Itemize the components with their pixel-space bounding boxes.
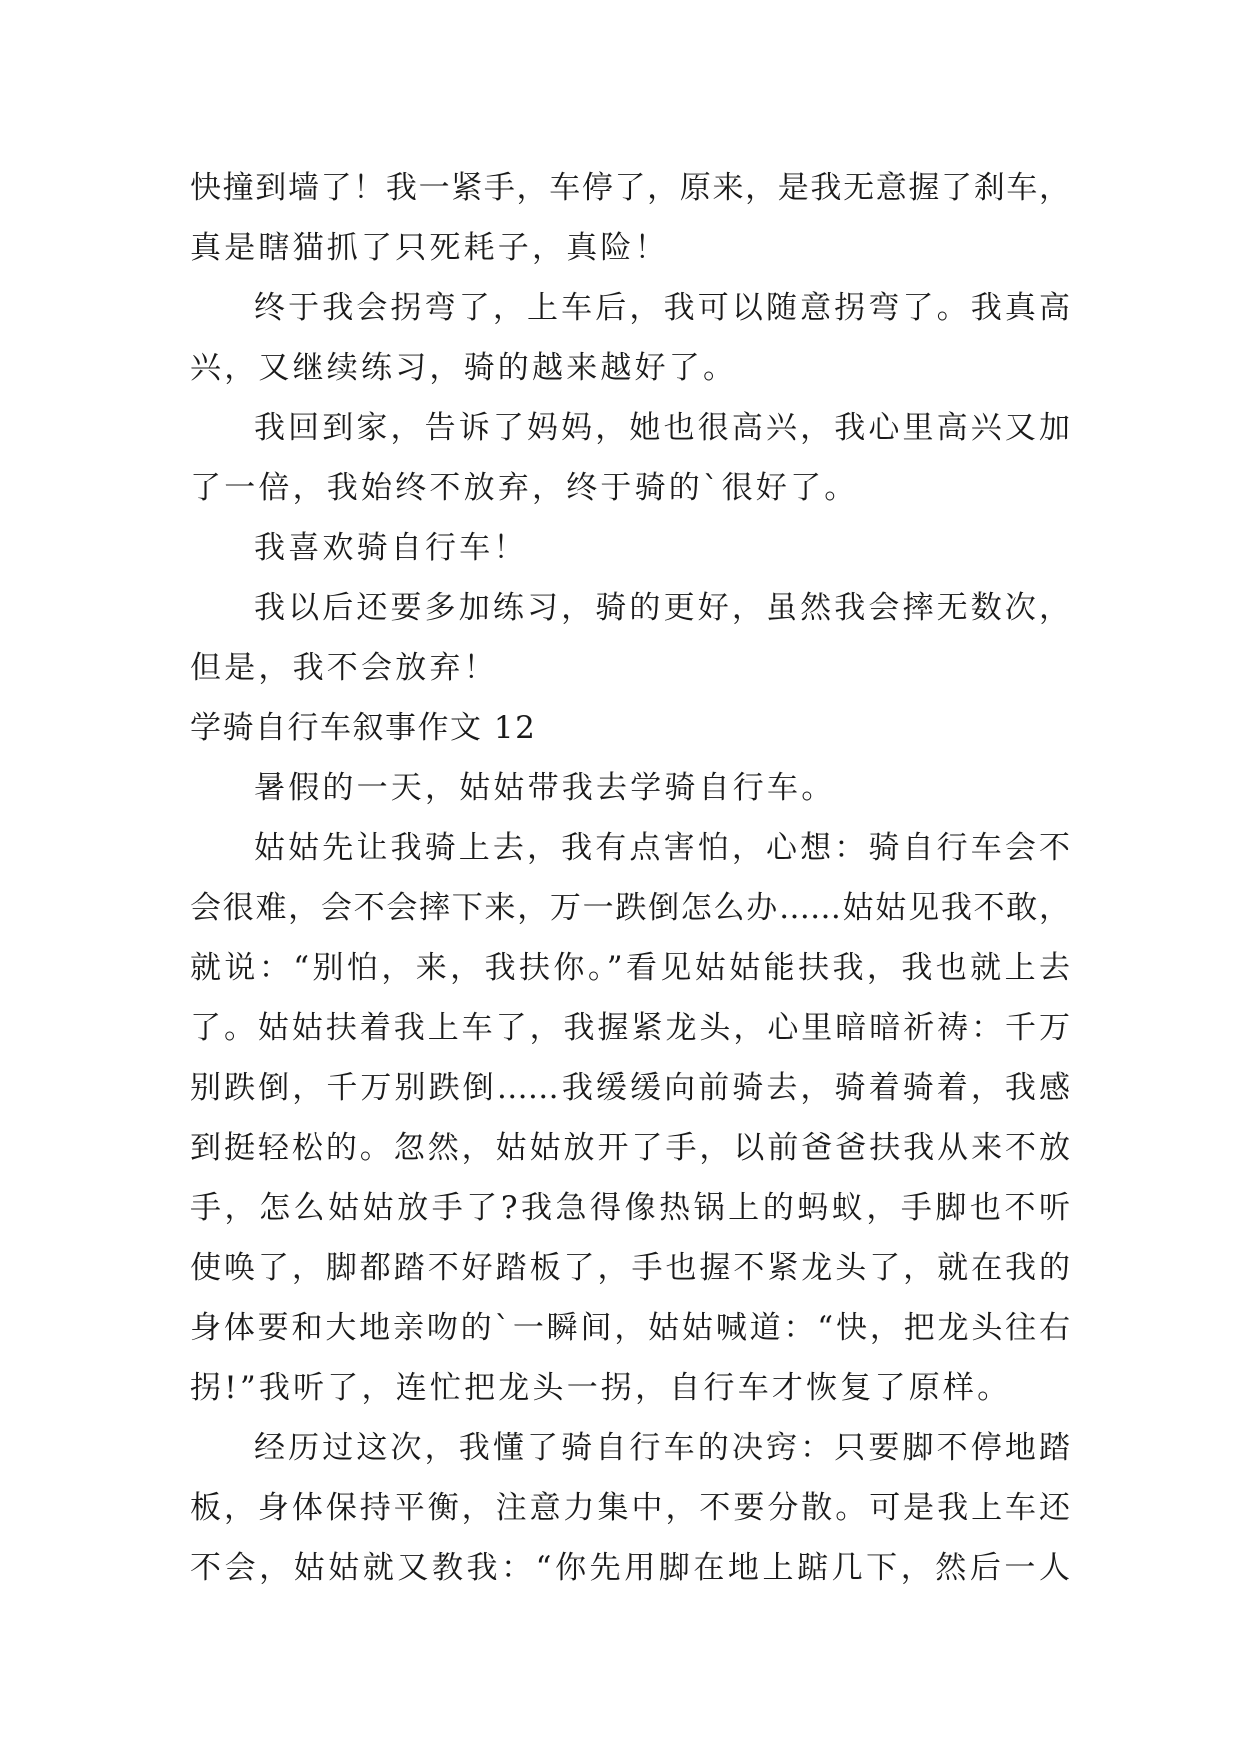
paragraph-start: 终于我会拐弯了，上车后，我可以随意拐弯了。我真高 — [254, 290, 1070, 326]
text-line: 兴，又继续练习，骑的越来越好了。 — [190, 350, 738, 386]
text-line: 拐!”我听了，连忙把龙头一拐，自行车才恢复了原样。 — [190, 1370, 1012, 1406]
text-line: 真是瞎猫抓了只死耗子，真险！ — [190, 230, 669, 266]
text-line: 使唤了，脚都踏不好踏板了，手也握不紧龙头了，就在我的 — [190, 1250, 1070, 1286]
paragraph-start: 我以后还要多加练习，骑的更好，虽然我会摔无数次， — [254, 590, 1070, 626]
text-line: 就说：“别怕，来，我扶你。”看见姑姑能扶我，我也就上去 — [190, 950, 1070, 986]
paragraph-start: 我回到家，告诉了妈妈，她也很高兴，我心里高兴又加 — [254, 410, 1070, 446]
text-line: 板，身体保持平衡，注意力集中，不要分散。可是我上车还 — [190, 1490, 1070, 1526]
paragraph-start: 经历过这次，我懂了骑自行车的决窍：只要脚不停地踏 — [254, 1430, 1070, 1466]
text-line: 不会，姑姑就又教我：“你先用脚在地上踮几下，然后一人 — [190, 1550, 1070, 1586]
text-line: 会很难，会不会摔下来，万一跌倒怎么办……姑姑见我不敢， — [190, 890, 1070, 926]
text-line: 了。姑姑扶着我上车了，我握紧龙头，心里暗暗祈祷：千万 — [190, 1010, 1070, 1046]
text-line: 别跌倒，千万别跌倒……我缓缓向前骑去，骑着骑着，我感 — [190, 1070, 1070, 1106]
section-title: 学骑自行车叙事作文 12 — [190, 710, 537, 746]
paragraph-start: 我喜欢骑自行车！ — [254, 530, 528, 566]
text-line: 到挺轻松的。忽然，姑姑放开了手，以前爸爸扶我从来不放 — [190, 1130, 1070, 1166]
text-line: 了一倍，我始终不放弃，终于骑的`很好了。 — [190, 470, 859, 506]
text-line: 身体要和大地亲吻的`一瞬间，姑姑喊道：“快，把龙头往右 — [190, 1310, 1070, 1346]
text-line: 但是，我不会放弃！ — [190, 650, 498, 686]
paragraph-start: 暑假的一天，姑姑带我去学骑自行车。 — [254, 770, 836, 806]
paragraph-start: 姑姑先让我骑上去，我有点害怕，心想：骑自行车会不 — [254, 830, 1070, 866]
text-line: 手，怎么姑姑放手了?我急得像热锅上的蚂蚁，手脚也不听 — [190, 1190, 1070, 1226]
text-line: 快撞到墙了！我一紧手，车停了，原来，是我无意握了刹车， — [190, 170, 1070, 206]
